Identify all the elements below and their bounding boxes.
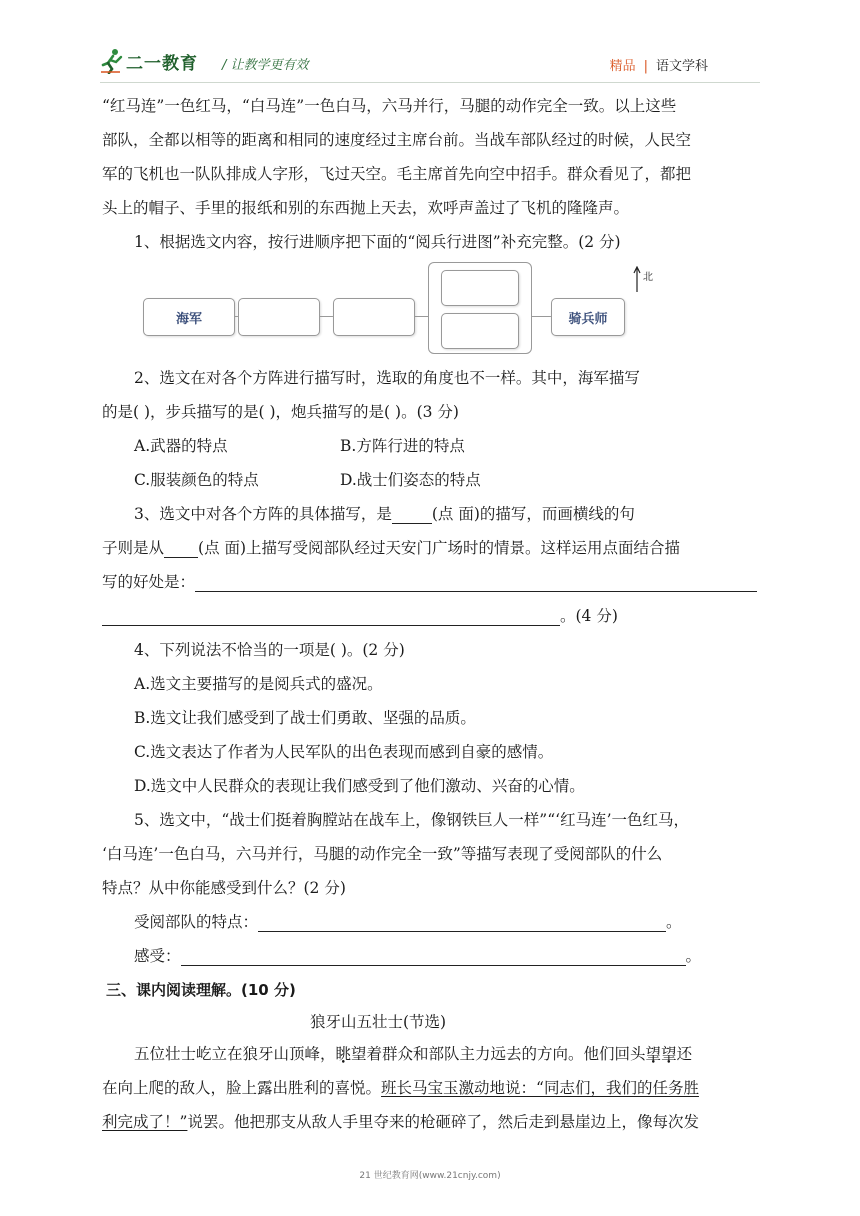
subject-name: 语文学科 [655,59,708,74]
question-5-line-2: ‘白马连’一色白马，六马并行，马腿的动作完全一致”等描写表现了受阅部队的什么 [102,845,663,863]
diagram-blank-box-2[interactable] [333,298,415,336]
answer-5b-end: 。 [685,947,702,965]
option-2c: C.服装颜色的特点 [134,471,259,489]
diagram-box-cavalry: 骑兵师 [551,298,625,336]
north-arrow-icon [633,266,641,292]
section-3-heading: 三、课内阅读理解。(10 分) [106,981,296,999]
passage2-line-2 [102,1078,699,1098]
dotted-char: 望 [645,1045,662,1063]
option-2a: A.武器的特点 [134,437,228,455]
underlined-sentence: 利完成了！” [102,1113,188,1131]
question-3-text-d: (点 面)上描写受阅部队经过天安门广场时的情景。这样运用点面结合描 [198,539,681,557]
passage2-line-3 [102,1112,699,1132]
passage2-text: 还 [676,1045,693,1063]
passage-line-4: 头上的帽子、手里的报纸和别的东西抛上天去，欢呼声盖过了飞机的隆隆声。 [102,199,630,217]
diagram-blank-box-4[interactable] [441,313,519,349]
north-label: 北 [643,272,653,283]
question-3-line-4 [102,606,618,626]
header-separator: | [643,59,648,74]
question-3-line-1 [134,504,635,524]
option-4c: C.选文表达了作者为人民军队的出色表现而感到自豪的感情。 [134,743,554,761]
question-3-line-3 [102,572,757,592]
question-5-answer-2 [134,946,701,966]
question-3-text-c: 子则是从 [102,539,165,557]
question-3-text-b: (点 面)的描写，而画横线的句 [431,505,635,523]
passage-line-3: 军的飞机也一队队排成人字形，飞过天空。毛主席首先向空中招手。群众看见了，都把 [102,165,692,183]
header-divider [100,82,760,83]
page-header [100,46,760,86]
subject-label [610,55,708,74]
question-5-line-3: 特点？从中你能感受到什么？(2 分) [102,879,346,897]
passage2-text: 望着群众和部队主力远去的方向。他们回头 [351,1045,646,1063]
question-1: 1、根据选文内容，按行进顺序把下面的“阅兵行进图”补充完整。(2 分) [134,233,621,251]
diagram-connector [319,316,333,317]
diagram-blank-box-1[interactable] [238,298,320,336]
answer-line-3c[interactable] [195,575,757,592]
running-figure-logo-icon [100,48,124,74]
answer-line-5a[interactable] [258,915,666,932]
option-4b: B.选文让我们感受到了战士们勇敢、坚强的品质。 [134,709,476,727]
answer-line-3d[interactable] [102,609,560,626]
option-2d: D.战士们姿态的特点 [340,471,481,489]
diagram-connector [414,316,428,317]
question-5-line-1: 5、选文中，“战士们挺着胸膛站在战车上，像钢铁巨人一样”“‘红马连’一色红马， [134,811,689,829]
answer-line-5b[interactable] [181,949,686,966]
question-2-line-2: 的是( )，步兵描写的是( )，炮兵描写的是( )。(3 分) [102,403,459,421]
passage2-text: 五位壮士屹立在狼牙山顶峰， [134,1045,336,1063]
passage2-text: 在向上爬的敌人，脸上露出胜利的喜悦。 [102,1079,382,1097]
option-4a: A.选文主要描写的是阅兵式的盛况。 [134,675,383,693]
diagram-connector [531,316,551,317]
logo-text: 二一教育 [126,53,198,74]
premium-badge: 精品 [609,59,636,74]
passage-line-1: “红马连”一色红马，“白马连”一色白马，六马并行，马腿的动作完全一致。以上这些 [102,97,677,115]
passage2-line-1 [134,1044,692,1064]
passage2-text: 说罢。他把那支从敌人手里夺来的枪砸碎了，然后走到悬崖边上，像每次发 [187,1113,699,1131]
question-5-answer-1 [134,912,682,932]
answer-blank-3a[interactable] [392,507,432,524]
page-footer: 21 世纪教育网(www.21cnjy.com) [359,1171,501,1181]
diagram-blank-box-3[interactable] [441,270,519,306]
question-4: 4、下列说法不恰当的一项是( )。(2 分) [134,641,405,659]
diagram-box-navy: 海军 [143,298,235,336]
passage-line-2: 部队，全都以相等的距离和相同的速度经过主席台前。当战车部队经过的时候，人民空 [102,131,692,149]
answer-5a-end: 。 [666,913,682,931]
answer-blank-3b[interactable] [164,541,198,558]
dotted-char: 望 [661,1045,677,1063]
question-3-line-2 [102,538,680,558]
feeling-label: 感受： [134,947,181,965]
logo [100,48,198,74]
slogan: / 让教学更有效 [222,58,309,73]
question-3-text-e: 写的好处是： [102,573,196,591]
passage-title: 狼牙山五壮士(节选) [310,1013,447,1031]
troop-features-label: 受阅部队的特点： [134,913,259,931]
underlined-sentence: 班长马宝玉激动地说：“同志们，我们的任务胜 [381,1079,699,1097]
question-2-line-1: 2、选文在对各个方阵进行描写时，选取的角度也不一样。其中，海军描写 [134,369,640,387]
dotted-char: 眺 [335,1045,352,1063]
question-3-text-a: 3、选文中对各个方阵的具体描写，是 [134,505,392,523]
question-3-points: 。(4 分) [560,607,618,625]
option-2b: B.方阵行进的特点 [340,437,465,455]
option-4d: D.选文中人民群众的表现让我们感受到了他们激动、兴奋的心情。 [134,777,585,795]
